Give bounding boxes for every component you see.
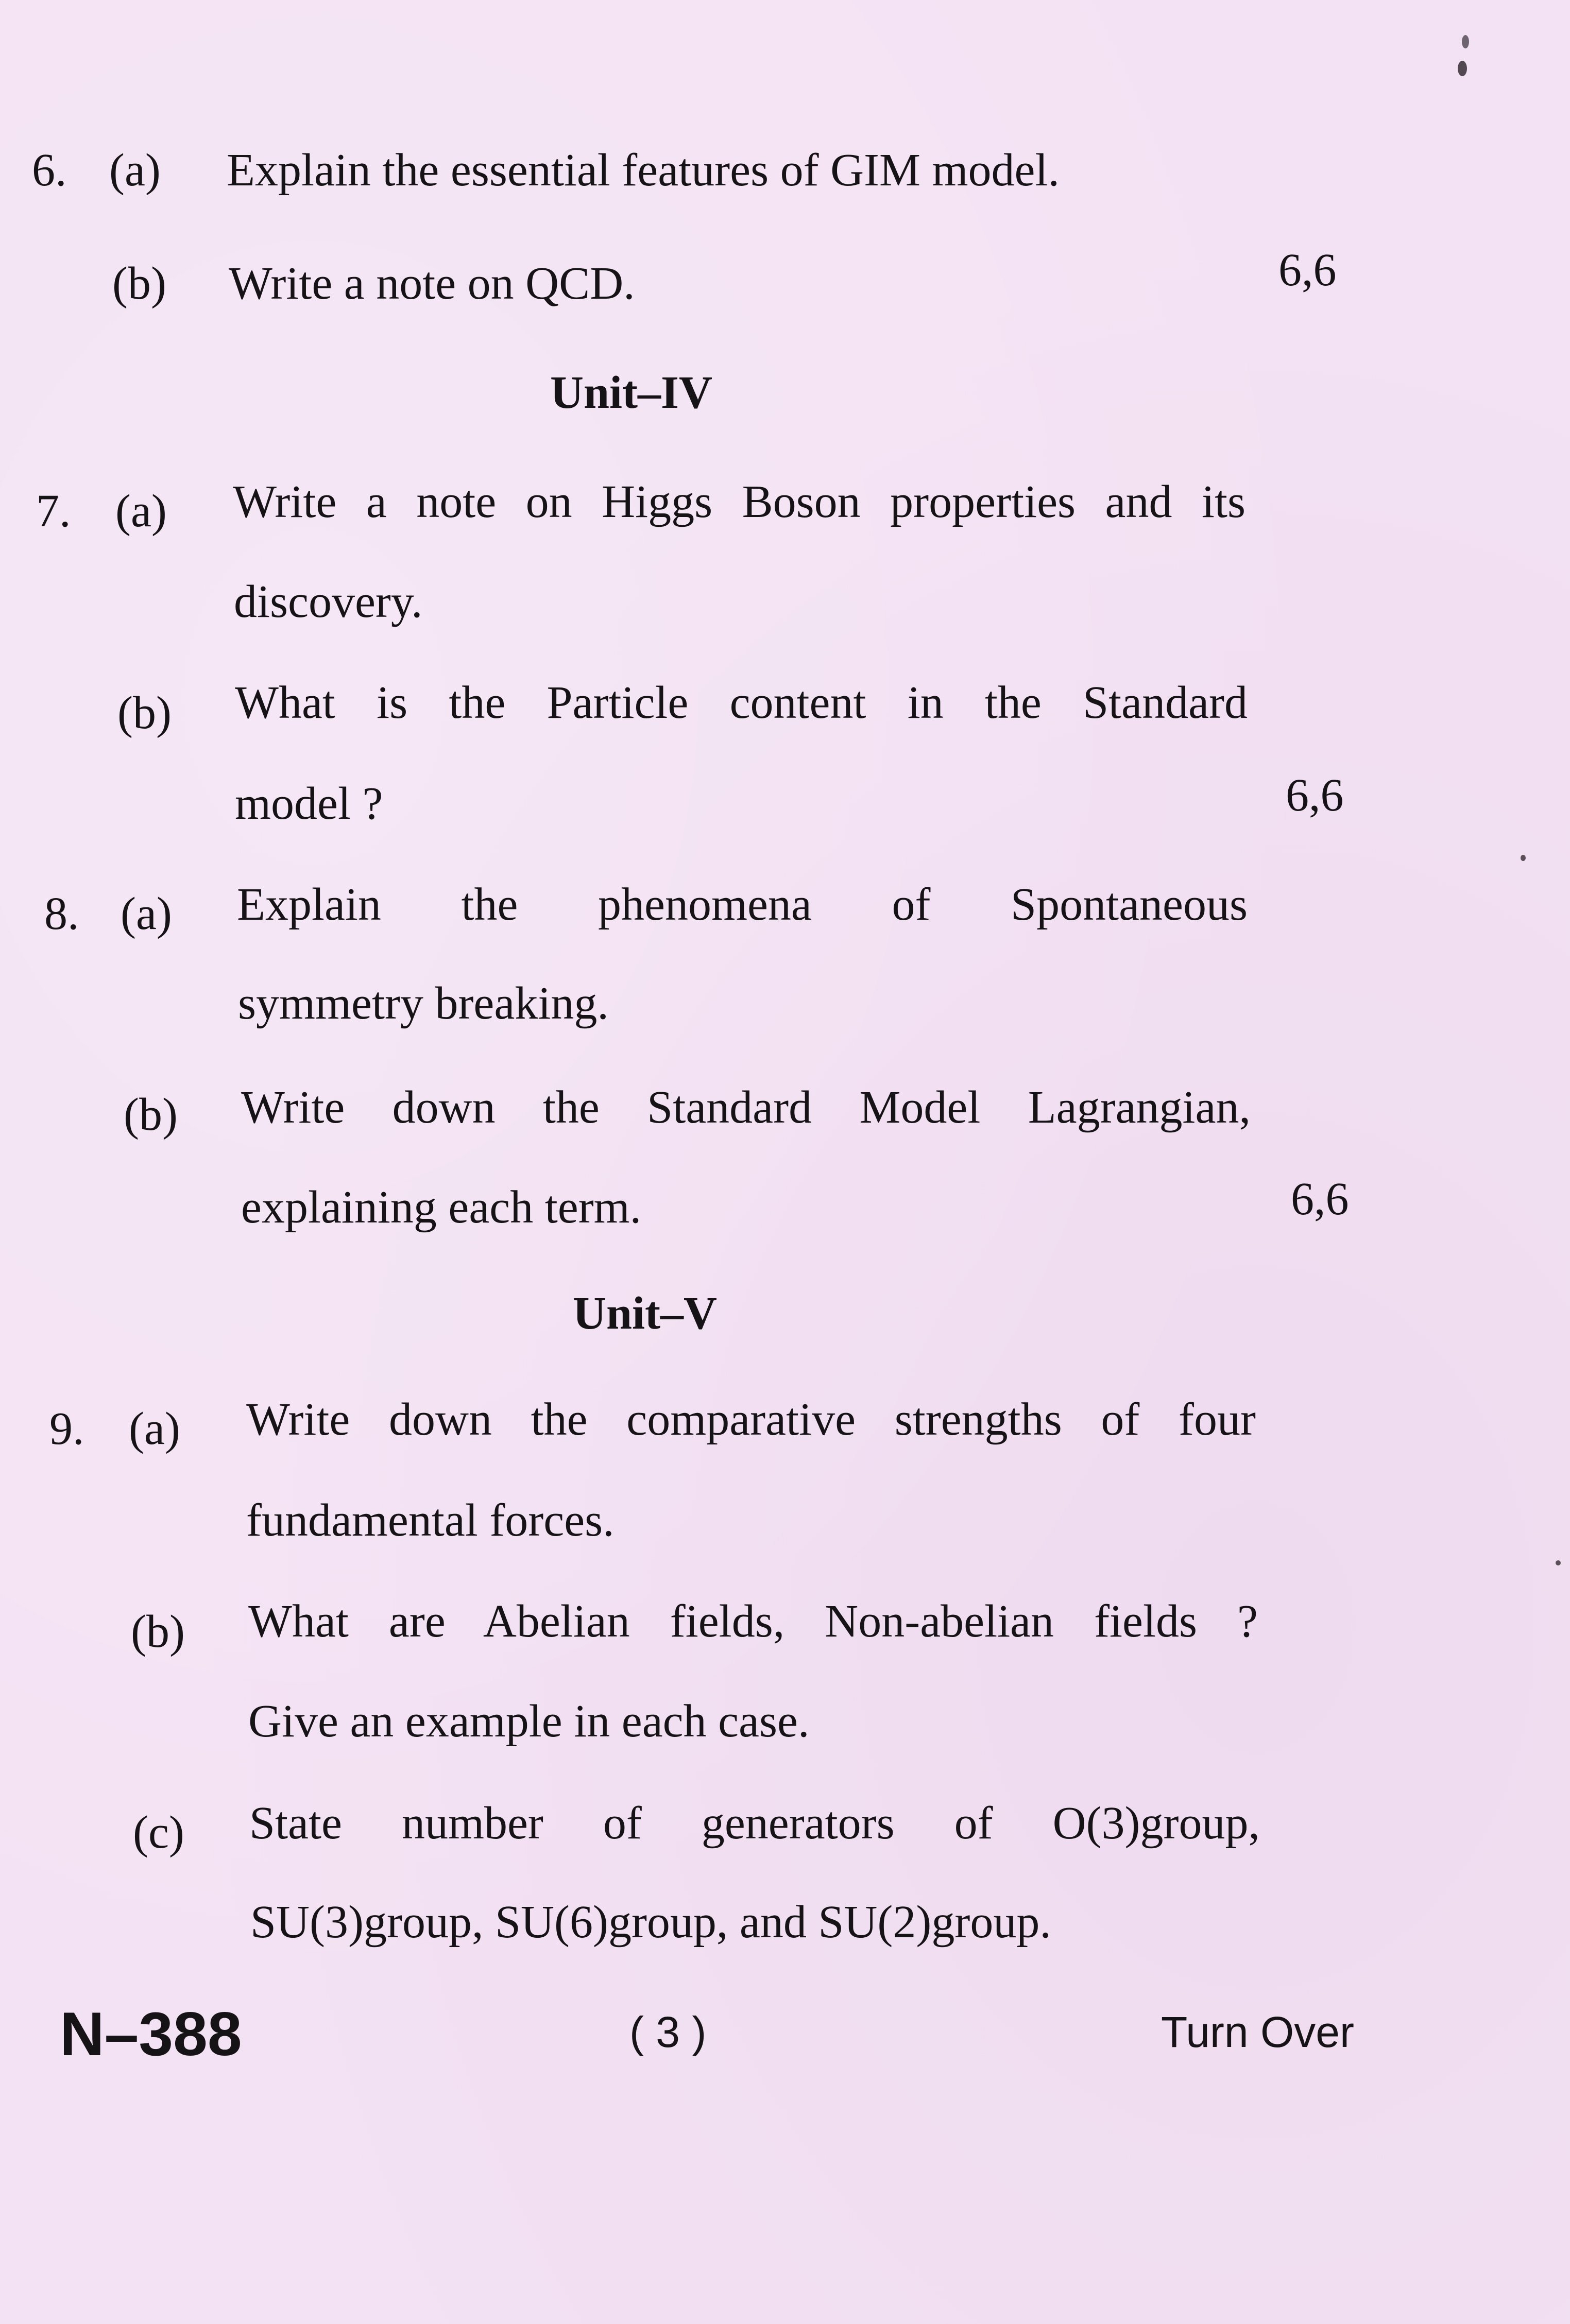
paper-code: N–388 [60,2000,242,2069]
question-6-marks: 6,6 [1278,245,1337,296]
question-6-number: 6. [32,145,67,196]
question-6b-text: Write a note on QCD. [229,258,635,309]
paper-speck [1556,1560,1561,1565]
question-8b-line2: explaining each term. [241,1182,642,1233]
unit-iv-heading: Unit–IV [550,367,713,418]
question-7a-line1: Write a note on Higgs Boson properties and its [233,476,1245,527]
question-7-number: 7. [36,486,71,537]
question-7-marks: 6,6 [1286,770,1344,821]
paper-speck [1462,35,1469,48]
question-8b-line1: Write down the Standard Model Lagrangian, [241,1082,1251,1133]
question-7b-label: (b) [117,687,172,738]
question-7a-label: (a) [115,486,167,537]
question-9-number: 9. [49,1403,84,1454]
paper-speck [1521,855,1526,861]
question-6a-label: (a) [109,145,161,196]
question-9c-line2: SU(3)group, SU(6)group, and SU(2)group. [250,1897,1051,1948]
question-9a-label: (a) [129,1403,180,1454]
question-7b-line2: model ? [235,778,383,829]
question-9c-label: (c) [133,1807,184,1858]
question-9c-line1: State number of generators of O(3)group, [249,1798,1260,1849]
question-7b-line1: What is the Particle content in the Standard [235,677,1248,728]
question-8a-line1: Explain the phenomena of Spontaneous [237,879,1248,930]
question-8b-label: (b) [124,1089,178,1140]
paper-speck [1458,61,1467,76]
question-6b-label: (b) [112,258,166,309]
question-9b-label: (b) [131,1606,185,1657]
question-6a-text: Explain the essential features of GIM model. [227,145,1060,196]
question-8a-label: (a) [121,888,172,939]
question-9a-line2: fundamental forces. [246,1495,615,1546]
question-9b-line1: What are Abelian fields, Non-abelian fields ? [248,1596,1258,1647]
turn-over-label: Turn Over [1161,2008,1354,2056]
question-9b-line2: Give an example in each case. [248,1696,810,1747]
question-8-marks: 6,6 [1291,1174,1349,1225]
page-number: ( 3 ) [629,2008,707,2056]
question-8a-line2: symmetry breaking. [238,978,609,1029]
question-8-number: 8. [44,888,79,939]
question-7a-line2: discovery. [234,576,423,627]
unit-v-heading: Unit–V [573,1288,718,1339]
question-9a-line1: Write down the comparative strengths of four [246,1394,1256,1445]
